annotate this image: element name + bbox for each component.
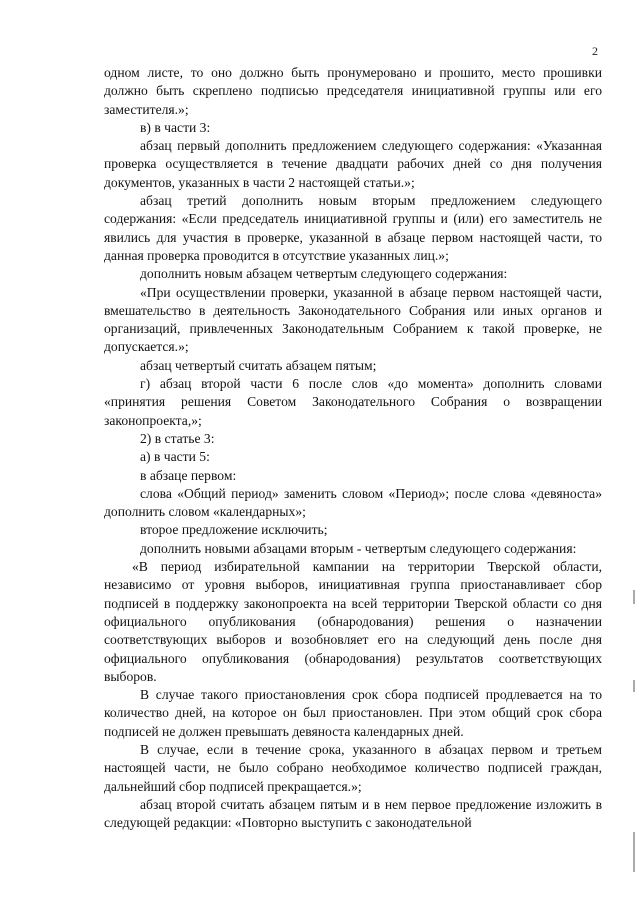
paragraph: абзац второй считать абзацем пятым и в нем первое предложение изложить в следующей редакции: «Повторно выступить с законодательной [104, 796, 602, 831]
paragraph: второе предложение исключить; [140, 522, 328, 538]
paragraph: одном листе, то оно должно быть пронумеровано и прошито, место прошивки должно быть скреплено подписью председателя инициативной группы или его заместителя.»; [104, 65, 602, 117]
margin-mark [633, 590, 635, 604]
paragraph: абзац четвертый считать абзацем пятым; [140, 357, 377, 373]
paragraph: В случае, если в течение срока, указанного в абзацах первом и третьем настоящей части, не было собрано необходимое количество подписей граждан, дальнейший сбор подписей прекращается.»; [104, 741, 602, 794]
document-body [104, 64, 602, 832]
margin-mark [633, 680, 635, 692]
paragraph: г) абзац второй части 6 после слов «до момента» дополнить словами «принятия решения Советом Законодательного Собрания о возвращении законопроекта,»; [104, 376, 602, 428]
paragraph: В случае такого приостановления срок сбора подписей продлевается на то количество дней, на которое он был приостановлен. При этом общий срок сбора подписей не должен превышать девяноста календарных дней. [104, 687, 602, 739]
paragraph: «В период избирательной кампании на территории Тверской области, независимо от уровня выборов, инициативная группа приостанавливает сбор подписей в поддержку законопроекта на всей территории Тверской области со дня официального опубликования (обнародования) решения о назначении соответствующих выборов и возобновляет его на следующий день после дня официального опубликования (обнародования) результатов соответствующих выборов. [104, 559, 602, 684]
paragraph: а) в части 5: [140, 449, 210, 465]
paragraph: абзац третий дополнить новым вторым предложением следующего содержания: «Если председатель инициативной группы и (или) его заместитель не явились для участия в проверке, указанной в абзаце первом настоящей части, то данная проверка проводится в отсутствие указанных лиц.»; [104, 193, 602, 263]
paragraph: дополнить новым абзацем четвертым следующего содержания: [140, 266, 508, 282]
paragraph: слова «Общий период» заменить словом «Период»; после слова «девяноста» дополнить словом «календарных»; [104, 485, 602, 520]
paragraph: дополнить новыми абзацами вторым - четвертым следующего содержания: [140, 540, 577, 556]
paragraph: в абзаце первом: [140, 467, 237, 483]
paragraph: 2) в статье 3: [140, 430, 215, 446]
paragraph: «При осуществлении проверки, указанной в абзаце первом настоящей части, вмешательство в деятельность Законодательного Собрания или иных органов и организаций, привлеченных Законодательным Собранием к такой проверке, не допускается.»; [104, 284, 602, 355]
paragraph: абзац первый дополнить предложением следующего содержания: «Указанная проверка осуществляется в течение двадцати рабочих дней со дня получения документов, указанных в части 2 настоящей статьи.»; [104, 138, 602, 190]
paragraph: в) в части 3: [140, 119, 211, 135]
margin-mark [633, 832, 635, 872]
page-number: 2 [592, 44, 598, 58]
